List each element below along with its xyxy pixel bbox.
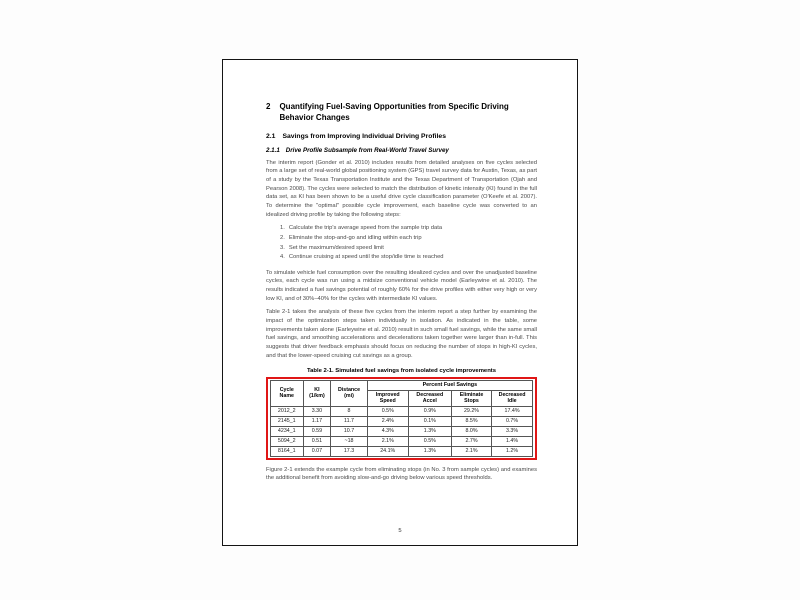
section-title: Quantifying Fuel-Saving Opportunities from Specific Driving Behavior Changes [279, 102, 509, 122]
table-row [271, 407, 533, 417]
list-item-text: Calculate the trip's average speed from the sample trip data [288, 225, 443, 232]
table-cell: 8 [331, 407, 367, 417]
table-cell: 24.1% [367, 446, 408, 456]
subsection-number: 2.1 [266, 132, 276, 140]
table-cell: 0.51 [303, 436, 331, 446]
list-item-number: 1. [280, 225, 285, 232]
list-item-text: Eliminate the stop-and-go and idling within each trip [288, 234, 422, 241]
table-cell: 0.1% [408, 417, 451, 427]
document-page [222, 59, 578, 546]
table-header-cell: Cycle Name [271, 380, 304, 407]
table-cell: 11.7 [331, 417, 367, 427]
list-item-number: 3. [280, 244, 285, 251]
table-cell: 2.1% [451, 446, 491, 456]
table-cell: 1.4% [492, 436, 533, 446]
list-item [280, 244, 537, 254]
table-cell: 8164_1 [271, 446, 304, 456]
table-row [271, 427, 533, 437]
table-header-row [271, 380, 533, 390]
table-header-cell: KI (1/km) [303, 380, 331, 407]
table-cell: 2.4% [367, 417, 408, 427]
table-group-header-cell: Percent Fuel Savings [367, 380, 532, 390]
table-cell: 5094_2 [271, 436, 304, 446]
table-row [271, 436, 533, 446]
paragraph-4: Figure 2-1 extends the example cycle from eliminating stops (in No. 3 from sample cycles) and examines the additional benefit from avoiding slow-and-go driving below various speed thresholds. [266, 466, 537, 482]
table-cell: 8.0% [451, 427, 491, 437]
list-item-text: Continue cruising at speed until the stop/idle time is reached [288, 254, 444, 261]
table-cell: 17.4% [492, 407, 533, 417]
subsubsection-heading [266, 147, 537, 154]
table-cell: 1.17 [303, 417, 331, 427]
page-content [266, 102, 537, 488]
ordered-list [280, 224, 537, 262]
subsubsection-number: 2.1.1 [266, 146, 280, 154]
list-item [280, 234, 537, 244]
table-header-cell: Eliminate Stops [451, 390, 491, 407]
table-cell: 0.59 [303, 427, 331, 437]
page-number: 5 [398, 528, 402, 534]
subsection-title: Savings from Improving Individual Driving Profiles [282, 132, 446, 140]
subsubsection-title: Drive Profile Subsample from Real-World Travel Survey [285, 146, 449, 154]
list-item [280, 253, 537, 263]
table-header-cell: Decreased Accel [408, 390, 451, 407]
table-cell: ~18 [331, 436, 367, 446]
section-heading [266, 102, 537, 124]
table-header-cell: Improved Speed [367, 390, 408, 407]
table-cell: 0.7% [492, 417, 533, 427]
list-item [280, 224, 537, 234]
table-cell: 0.5% [408, 436, 451, 446]
table-header-cell: Decreased Idle [492, 390, 533, 407]
paragraph-3: Table 2-1 takes the analysis of these five cycles from the interim report a step further by examining the impact of the optimization steps taken individually in isolation. As indicated in the table, some improvements taken alone (Earleywine et al. 2010) result in such small fuel savings, while the same small fuel savings, and smoothing accelerations and decelerations taken together were larger than in-full. This suggests that driver feedback emphasis should focus on reducing the number of stops in high-KI cycles, and that the lower-speed cruising cut savings as a group. [266, 309, 537, 359]
table-cell: 17.3 [331, 446, 367, 456]
table-cell: 2012_2 [271, 407, 304, 417]
table-cell: 2.7% [451, 436, 491, 446]
table-header-cell: Distance (mi) [331, 380, 367, 407]
table-row [271, 446, 533, 456]
table-cell: 10.7 [331, 427, 367, 437]
table-cell: 3.3% [492, 427, 533, 437]
table-cell: 3.30 [303, 407, 331, 417]
table-cell: 0.9% [408, 407, 451, 417]
list-item-text: Set the maximum/desired speed limit [288, 244, 384, 251]
list-item-number: 4. [280, 254, 285, 261]
table-cell: 8.5% [451, 417, 491, 427]
table-caption: Table 2-1. Simulated fuel savings from isolated cycle improvements [306, 367, 497, 374]
table-cell: 2.1% [367, 436, 408, 446]
table-cell: 4.3% [367, 427, 408, 437]
table-cell: 4234_1 [271, 427, 304, 437]
table-highlight-box [266, 377, 537, 460]
section-number: 2 [266, 102, 271, 111]
paragraph-1: The interim report (Gonder et al. 2010) includes results from detailed analyses on five cycles selected from a large set of real-world global positioning system (GPS) travel survey data for Austin, Texas, as part of a study by the Texas Transportation Institute and the Texas Department of Transportation (Ojah and Pearson 2008). The cycles were selected to match the distribution of kinetic intensity (KI) found in the full data set, as KI has been shown to be a useful drive cycle classification parameter (O'Keefe et al. 2007). To determine the "optimal" possible cycle improvement, each baseline cycle was converted to an idealized driving profile by taking the following steps: [266, 159, 537, 218]
list-item-number: 2. [280, 234, 285, 241]
table-cell: 1.3% [408, 446, 451, 456]
subsection-heading [266, 133, 537, 140]
table-cell: 1.3% [408, 427, 451, 437]
paragraph-2: To simulate vehicle fuel consumption over the resulting idealized cycles and over the unadjusted baseline cycles, each cycle was run using a midsize conventional vehicle model (Earleywine et al. 2010). The results indicated a fuel savings potential of roughly 60% for the drive profiles with either very high or very low KI, and of 30%–40% for the cycles with intermediate KI values. [266, 269, 537, 302]
table-row [271, 417, 533, 427]
fuel-savings-table [270, 380, 533, 457]
table-cell: 2145_1 [271, 417, 304, 427]
table-cell: 1.2% [492, 446, 533, 456]
table-cell: 0.07 [303, 446, 331, 456]
table-cell: 29.2% [451, 407, 491, 417]
table-cell: 0.5% [367, 407, 408, 417]
